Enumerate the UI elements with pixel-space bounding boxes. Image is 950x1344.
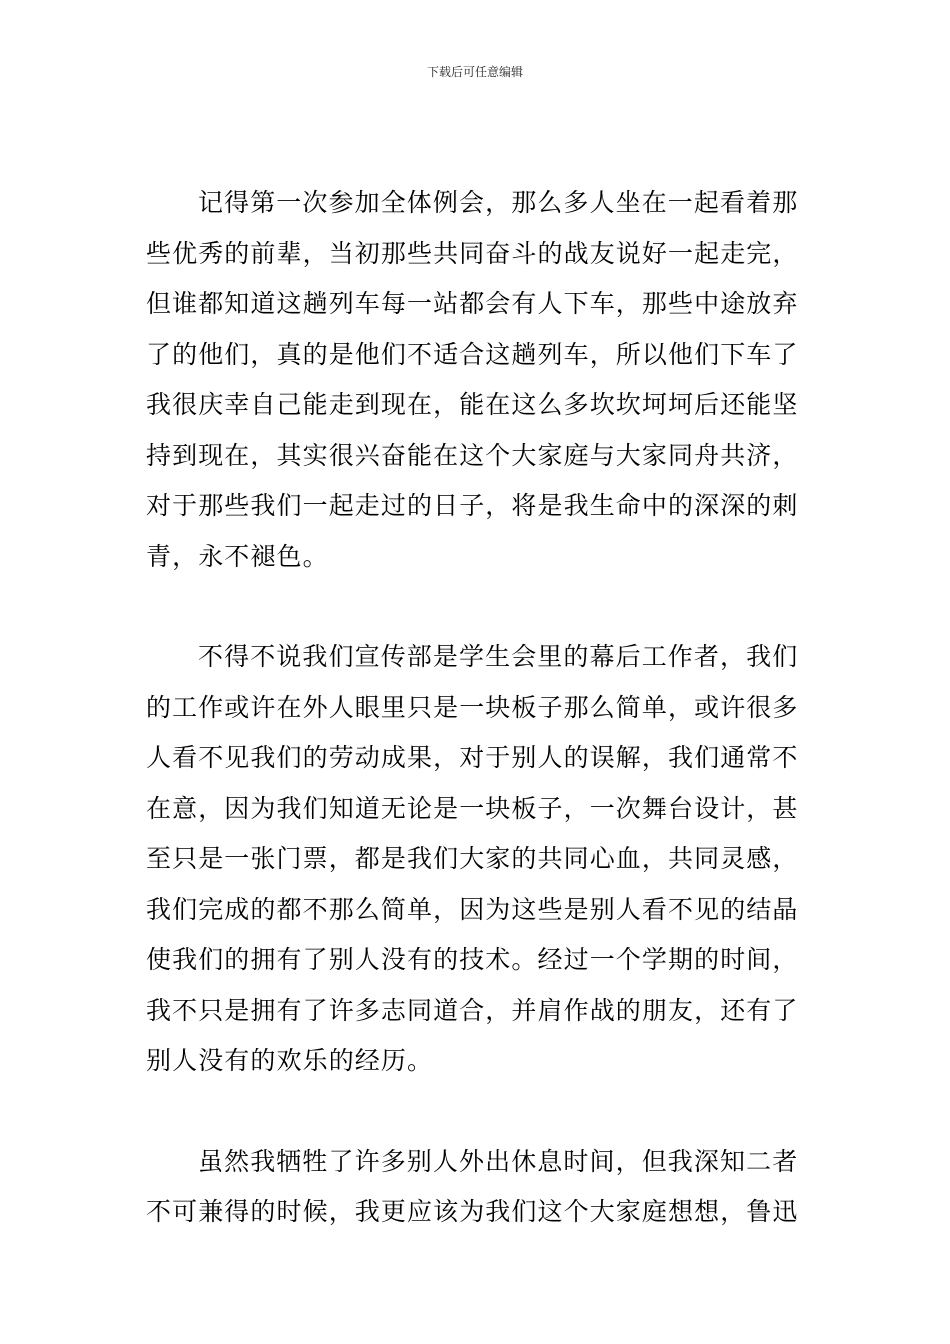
- paragraph-line: 了的他们，真的是他们不适合这趟列车，所以他们下车了: [146, 339, 799, 369]
- paragraph-line: 的工作或许在外人眼里只是一块板子那么简单，或许很多: [146, 692, 799, 722]
- paragraph-line: 我很庆幸自己能走到现在，能在这么多坎坎坷坷后还能坚: [146, 390, 799, 419]
- paragraph-line: 人看不见我们的劳动成果，对于别人的误解，我们通常不: [146, 743, 799, 772]
- paragraph-3: [146, 1137, 806, 1238]
- paragraph-line: 至只是一张门票，都是我们大家的共同心血，共同灵感，: [146, 844, 799, 873]
- paragraph-line: 不得不说我们宣传部是学生会里的幕后工作者，我们: [198, 642, 799, 671]
- paragraph-line: 我不只是拥有了许多志同道合，并肩作战的朋友，还有了: [146, 995, 799, 1025]
- paragraph-line: 青，永不褪色。: [146, 541, 329, 571]
- paragraph-line: 些优秀的前辈，当初那些共同奋斗的战友说好一起走完，: [146, 238, 799, 268]
- paragraph-line: 记得第一次参加全体例会，那么多人坐在一起看着那: [198, 188, 799, 217]
- paragraph-line: 在意，因为我们知道无论是一块板子，一次舞台设计，甚: [146, 793, 799, 823]
- paragraph-line: 不可兼得的时候，我更应该为我们这个大家庭想想，鲁迅: [146, 1197, 799, 1226]
- paragraph-line: 虽然我牺牲了许多别人外出休息时间，但我深知二者: [198, 1146, 799, 1176]
- header-note: 下载后可任意编辑: [426, 65, 523, 79]
- paragraph-2: [146, 632, 806, 1087]
- paragraph-1: [146, 178, 806, 582]
- document-body: [146, 178, 806, 1238]
- paragraph-line: 持到现在，其实很兴奋能在这个大家庭与大家同舟共济，: [146, 440, 799, 470]
- paragraph-line: 我们完成的都不那么简单，因为这些是别人看不见的结晶: [146, 894, 799, 924]
- paragraph-line: 对于那些我们一起走过的日子，将是我生命中的深深的刺: [146, 491, 799, 520]
- paragraph-line: 但谁都知道这趟列车每一站都会有人下车，那些中途放弃: [146, 289, 799, 318]
- paragraph-line: 别人没有的欢乐的经历。: [146, 1046, 434, 1075]
- paragraph-line: 使我们的拥有了别人没有的技术。经过一个学期的时间，: [146, 945, 799, 974]
